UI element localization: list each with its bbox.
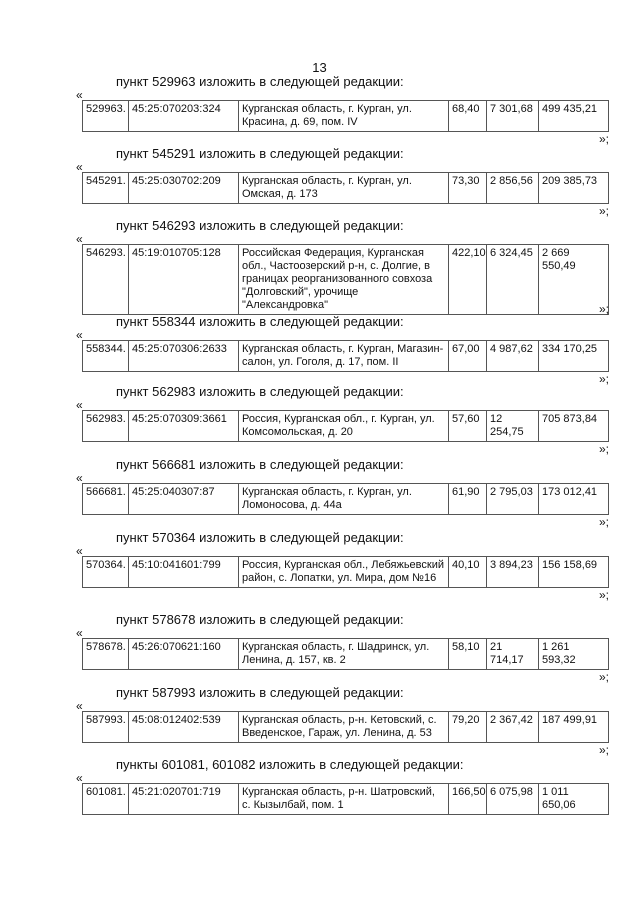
open-quote: « <box>76 88 83 102</box>
cadastral-number: 45:25:070203:324 <box>129 101 239 132</box>
total: 499 435,21 <box>539 101 609 132</box>
close-quote: »; <box>598 588 609 602</box>
table-row <box>83 712 609 743</box>
table-row <box>83 639 609 670</box>
open-quote: « <box>76 771 83 785</box>
open-quote: « <box>76 232 83 246</box>
open-quote: « <box>76 328 83 342</box>
amendment-intro: пункт 570364 изложить в следующей редакции: <box>116 530 404 545</box>
cadastral-number: 45:25:030702:209 <box>129 173 239 204</box>
cadastral-number: 45:08:012402:539 <box>129 712 239 743</box>
price: 4 987,62 <box>487 341 539 372</box>
amendment-intro: пункты 601081, 601082 изложить в следующей редакции: <box>116 757 464 772</box>
area: 79,20 <box>449 712 487 743</box>
area: 73,30 <box>449 173 487 204</box>
open-quote: « <box>76 699 83 713</box>
amendment-intro: пункт 545291 изложить в следующей редакции: <box>116 146 404 161</box>
open-quote: « <box>76 544 83 558</box>
item-table <box>82 340 609 372</box>
table-row <box>83 245 609 315</box>
close-quote: »; <box>598 372 609 386</box>
area: 57,60 <box>449 411 487 442</box>
area: 166,50 <box>449 784 487 815</box>
amendment-intro: пункт 566681 изложить в следующей редакции: <box>116 457 404 472</box>
area: 68,40 <box>449 101 487 132</box>
address: Россия, Курганская обл., Лебяжьевский район, с. Лопатки, ул. Мира, дом №16 <box>239 557 449 588</box>
area: 67,00 <box>449 341 487 372</box>
address: Курганская область, г. Курган, ул. Омская, д. 173 <box>239 173 449 204</box>
table-row <box>83 341 609 372</box>
table-row <box>83 101 609 132</box>
item-number: 578678. <box>83 639 129 670</box>
item-number: 570364. <box>83 557 129 588</box>
close-quote: »; <box>598 670 609 684</box>
item-table <box>82 783 609 815</box>
open-quote: « <box>76 471 83 485</box>
open-quote: « <box>76 160 83 174</box>
close-quote: »; <box>598 204 609 218</box>
amendment-intro: пункт 529963 изложить в следующей редакции: <box>116 74 404 89</box>
address: Курганская область, г. Курган, ул. Ломоносова, д. 44а <box>239 484 449 515</box>
cadastral-number: 45:26:070621:160 <box>129 639 239 670</box>
item-number: 545291. <box>83 173 129 204</box>
amendment-intro: пункт 546293 изложить в следующей редакции: <box>116 218 404 233</box>
price: 6 324,45 <box>487 245 539 315</box>
price: 2 795,03 <box>487 484 539 515</box>
total: 2 669 550,49 <box>539 245 609 315</box>
area: 40,10 <box>449 557 487 588</box>
amendment-intro: пункт 578678 изложить в следующей редакции: <box>116 612 404 627</box>
address: Курганская область, р-н. Шатровский, с. Кызылбай, пом. 1 <box>239 784 449 815</box>
cadastral-number: 45:25:070309:3661 <box>129 411 239 442</box>
table-row <box>83 557 609 588</box>
amendment-intro: пункт 587993 изложить в следующей редакции: <box>116 685 404 700</box>
page-number: 13 <box>312 60 327 75</box>
price: 21 714,17 <box>487 639 539 670</box>
address: Курганская область, р-н. Кетовский, с. Введенское, Гараж, ул. Ленина, д. 53 <box>239 712 449 743</box>
cadastral-number: 45:10:041601:799 <box>129 557 239 588</box>
price: 2 856,56 <box>487 173 539 204</box>
cadastral-number: 45:19:010705:128 <box>129 245 239 315</box>
close-quote: »; <box>598 515 609 529</box>
item-table <box>82 100 609 132</box>
item-table <box>82 711 609 743</box>
table-row <box>83 484 609 515</box>
cadastral-number: 45:21:020701:719 <box>129 784 239 815</box>
item-number: 558344. <box>83 341 129 372</box>
table-row <box>83 784 609 815</box>
area: 422,10 <box>449 245 487 315</box>
address: Россия, Курганская обл., г. Курган, ул. Комсомольская, д. 20 <box>239 411 449 442</box>
item-table <box>82 483 609 515</box>
total: 156 158,69 <box>539 557 609 588</box>
item-table <box>82 244 609 315</box>
total: 173 012,41 <box>539 484 609 515</box>
cadastral-number: 45:25:040307:87 <box>129 484 239 515</box>
total: 705 873,84 <box>539 411 609 442</box>
table-row <box>83 411 609 442</box>
close-quote: »; <box>598 743 609 757</box>
address: Курганская область, г. Курган, ул. Красина, д. 69, пом. IV <box>239 101 449 132</box>
item-number: 546293. <box>83 245 129 315</box>
close-quote: »; <box>598 442 609 456</box>
price: 6 075,98 <box>487 784 539 815</box>
close-quote: »; <box>598 132 609 146</box>
item-number: 562983. <box>83 411 129 442</box>
price: 3 894,23 <box>487 557 539 588</box>
amendment-intro: пункт 558344 изложить в следующей редакции: <box>116 314 404 329</box>
open-quote: « <box>76 626 83 640</box>
total: 334 170,25 <box>539 341 609 372</box>
table-row <box>83 173 609 204</box>
item-table <box>82 410 609 442</box>
total: 187 499,91 <box>539 712 609 743</box>
address: Курганская область, г. Шадринск, ул. Ленина, д. 157, кв. 2 <box>239 639 449 670</box>
item-number: 587993. <box>83 712 129 743</box>
address: Российская Федерация, Курганская обл., Частоозерский р-н, с. Долгие, в границах реорганизованного совхоза "Долговский", урочище "Александровка" <box>239 245 449 315</box>
area: 61,90 <box>449 484 487 515</box>
open-quote: « <box>76 398 83 412</box>
price: 7 301,68 <box>487 101 539 132</box>
item-table <box>82 638 609 670</box>
price: 2 367,42 <box>487 712 539 743</box>
amendment-intro: пункт 562983 изложить в следующей редакции: <box>116 384 404 399</box>
item-number: 529963. <box>83 101 129 132</box>
item-table <box>82 556 609 588</box>
address: Курганская область, г. Курган, Магазин-салон, ул. Гоголя, д. 17, пом. II <box>239 341 449 372</box>
item-number: 601081. <box>83 784 129 815</box>
total: 209 385,73 <box>539 173 609 204</box>
item-table <box>82 172 609 204</box>
price: 12 254,75 <box>487 411 539 442</box>
cadastral-number: 45:25:070306:2633 <box>129 341 239 372</box>
total: 1 011 650,06 <box>539 784 609 815</box>
total: 1 261 593,32 <box>539 639 609 670</box>
close-quote: »; <box>598 302 609 316</box>
item-number: 566681. <box>83 484 129 515</box>
area: 58,10 <box>449 639 487 670</box>
